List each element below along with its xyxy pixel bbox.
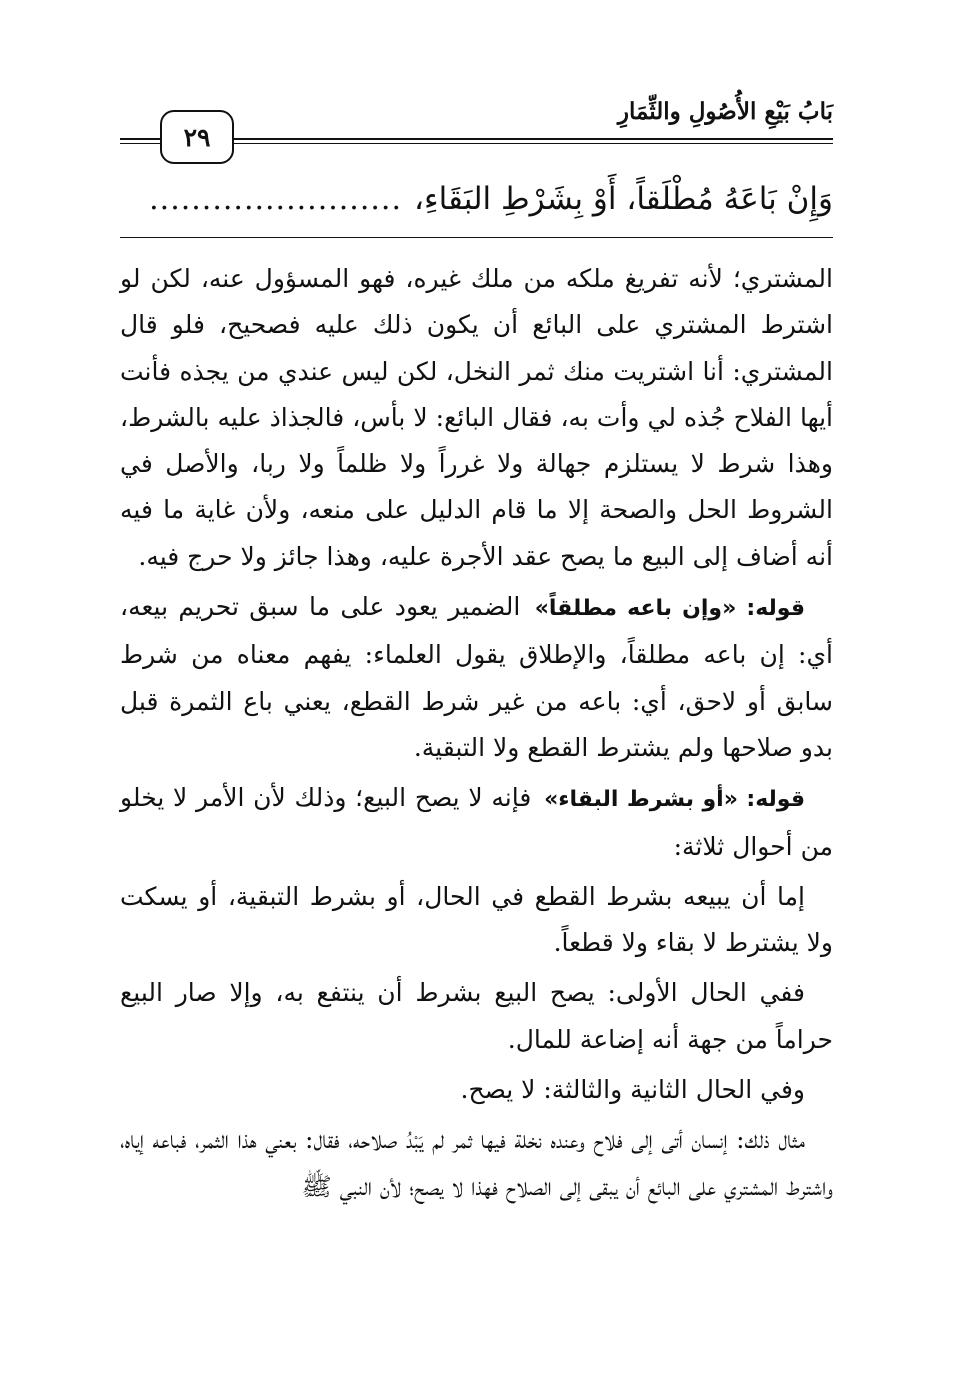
paragraph-2-text: الضمير يعود على ما سبق تحريم بيعه، أي: إن باعه مطلقاً، والإطلاق يقول العلماء: يفهم معناه من شرط سابق أو لاحق، أي: باعه من غير شرط القطع، يعني باع الثمرة قبل بدو صلاحها ولم يشترط القطع ولا التبقية.: [120, 592, 833, 762]
paragraph-1: المشتري؛ لأنه تفريغ ملكه من ملك غيره، فهو المسؤول عنه، لكن لو اشترط المشتري على البائع أن يكون ذلك عليه فصحيح، فلو قال المشتري: أنا اشتريت منك ثمر النخل، لكن ليس عندي من يجذه فأنت أيها الفلاح جُذه لي وأت به، فقال البائع: لا بأس، فالجذاذ عليه بالشرط، وهذا شرط لا يستلزم جهالة ولا غرراً ولا ظلماً ولا ربا، والأصل في الشروط الحل والصحة إلا ما قام الدليل على منعه، ولأن غاية ما فيه أنه أضاف إلى البيع ما يصح عقد الأجرة عليه، وهذا جائز ولا حرج فيه.: [120, 264, 833, 571]
paragraph-2: [120, 584, 833, 771]
commentary-body: [120, 256, 833, 1214]
matn-dots: ........................: [149, 181, 402, 217]
paragraph-5: ففي الحال الأولى: يصح البيع بشرط أن ينتفع به، وإلا صار البيع حراماً من جهة أنه إضاعة للمال.: [120, 978, 833, 1054]
paragraph-3: [120, 775, 833, 870]
matn-line: [120, 175, 833, 223]
paragraph-2-lead: قوله: «وإن باعه مطلقاً»: [534, 596, 806, 622]
chapter-title: بَابُ بَيْعِ الأُصُولِ والثِّمَارِ: [617, 98, 833, 125]
paragraph-6: وفي الحال الثانية والثالثة: لا يصح.: [460, 1075, 805, 1105]
matn-divider: [120, 237, 833, 238]
page-number: ٢٩: [160, 110, 234, 164]
paragraph-3-lead: قوله: «أو بشرط البقاء»: [544, 787, 805, 813]
paragraph-3-text: فإنه لا يصح البيع؛ وذلك لأن الأمر لا يخلو من أحوال ثلاثة:: [120, 783, 833, 861]
paragraph-7: مثال ذلك: إنسان أتى إلى فلاح وعنده نخلة فيها ثمر لم يَبْدُ صلاحه، فقال: بعني هذا الثمر، فباعه إياه، واشترط المشتري على البائع أن يبقى إلى الصلاح فهذا لا يصح؛ لأن النبي ﷺ: [120, 1125, 833, 1201]
matn-text: وَإِنْ بَاعَهُ مُطْلَقاً، أَوْ بِشَرْطِ البَقَاءِ،: [414, 181, 833, 217]
paragraph-4: إما أن يبيعه بشرط القطع في الحال، أو بشرط التبقية، أو يسكت ولا يشترط لا بقاء ولا قطعاً.: [120, 881, 833, 958]
